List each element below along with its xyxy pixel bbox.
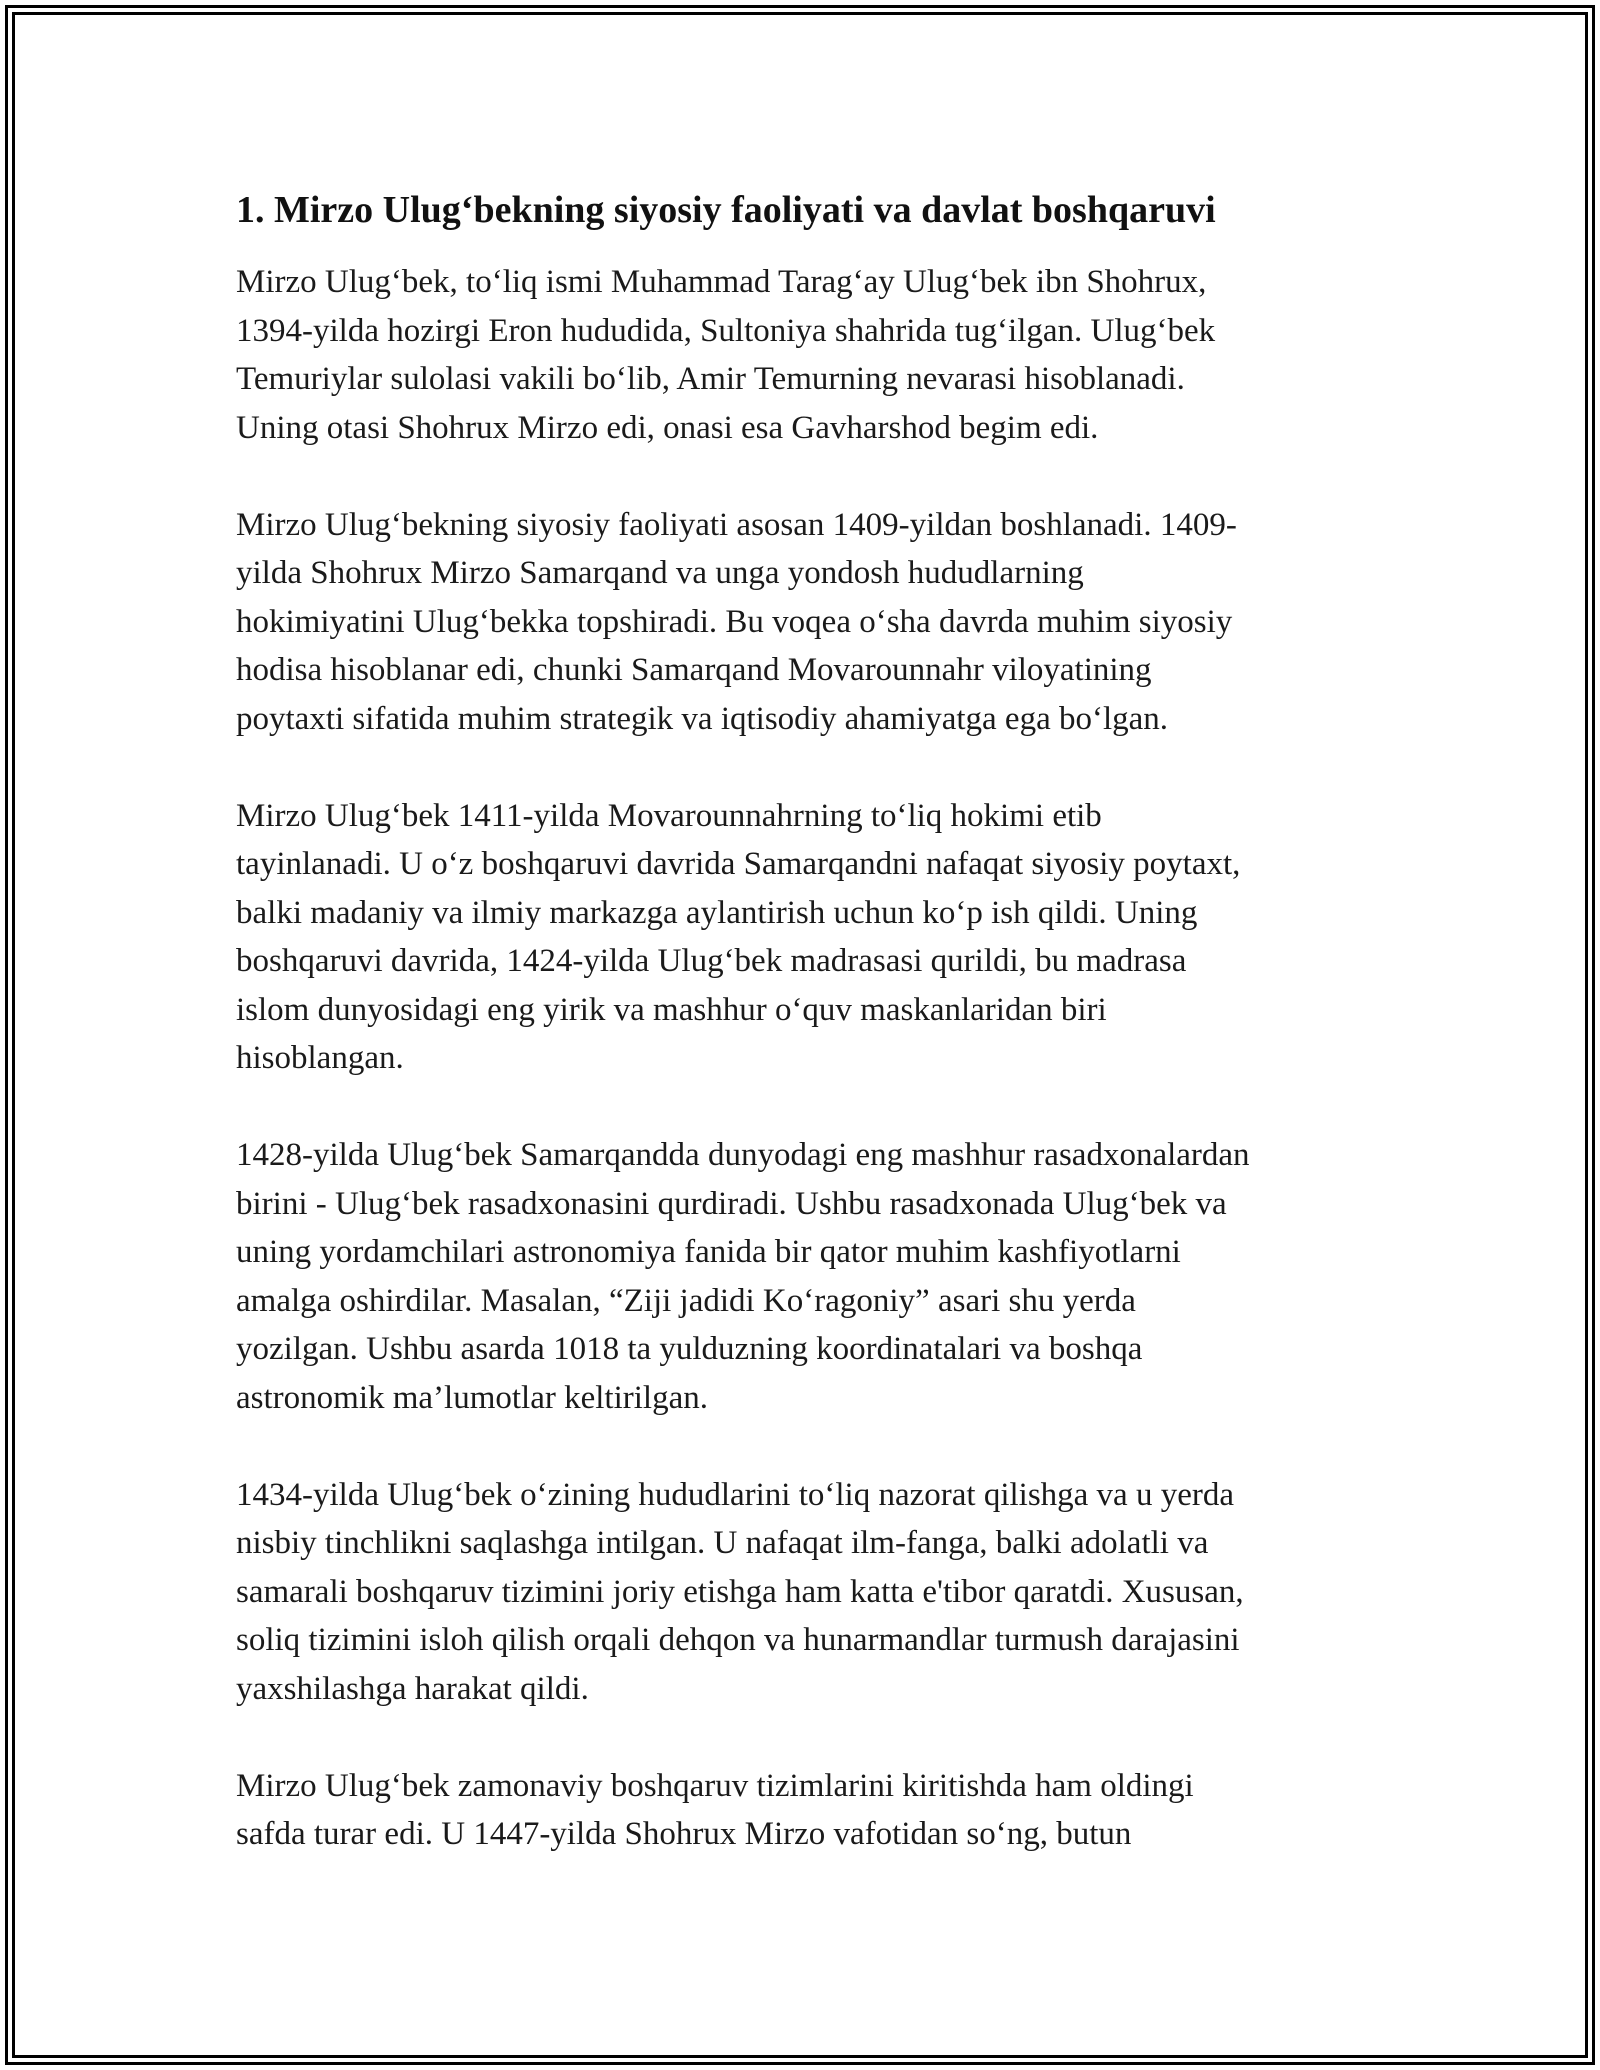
text-line: safda turar edi. U 1447-yilda Shohrux Mirzo vafotidan so‘ng, butun: [236, 1816, 1132, 1852]
text-line: poytaxti sifatida muhim strategik va iqtisodiy ahamiyatga ega bo‘lgan.: [236, 700, 1169, 737]
text-line: birini - Ulug‘bek rasadxonasini qurdiradi. Ushbu rasadxonada Ulug‘bek va: [236, 1185, 1227, 1222]
text-line: yaxshilashga harakat qildi.: [236, 1670, 589, 1707]
text-line: Mirzo Ulug‘bek zamonaviy boshqaruv tizimlarini kiritishda ham oldingi: [236, 1767, 1194, 1804]
text-line: hisoblangan.: [236, 1040, 404, 1076]
text-line: soliq tizimini isloh qilish orqali dehqon va hunarmandlar turmush darajasini: [236, 1622, 1240, 1658]
text-line: Mirzo Ulug‘bek 1411-yilda Movarounnahrning to‘liq hokimi etib: [236, 797, 1102, 834]
text-line: 1428-yilda Ulug‘bek Samarqandda dunyodagi eng mashhur rasadxonalardan: [236, 1137, 1250, 1173]
text-line: Temuriylar sulolasi vakili bo‘lib, Amir Temurning nevarasi hisoblanadi.: [236, 361, 1185, 397]
paragraph: [236, 792, 1376, 1083]
text-line: hodisa hisoblanar edi, chunki Samarqand Movarounnahr viloyatining: [236, 652, 1152, 688]
paragraph: [236, 258, 1376, 452]
text-line: samarali boshqaruv tizimini joriy etishga ham katta e'tibor qaratdi. Xususan,: [236, 1573, 1244, 1610]
text-line: 1394-yilda hozirgi Eron hududida, Sultoniya shahrida tug‘ilgan. Ulug‘bek: [236, 312, 1216, 349]
section-heading: 1. Mirzo Ulug‘bekning siyosiy faoliyati va davlat boshqaruvi: [236, 189, 1216, 231]
text-line: hokimiyatini Ulug‘bekka topshiradi. Bu voqea o‘sha davrda muhim siyosiy: [236, 603, 1233, 640]
document-body: [236, 186, 1376, 1907]
text-line: islom dunyosidagi eng yirik va mashhur o‘quv maskanlaridan biri: [236, 991, 1107, 1028]
text-line: boshqaruvi davrida, 1424-yilda Ulug‘bek madrasasi qurildi, bu madrasa: [236, 943, 1187, 979]
text-line: Mirzo Ulug‘bekning siyosiy faoliyati asosan 1409-yildan boshlanadi. 1409-: [236, 506, 1237, 543]
text-line: astronomik ma’lumotlar keltirilgan.: [236, 1379, 708, 1416]
text-line: uning yordamchilari astronomiya fanida bir qator muhim kashfiyotlarni: [236, 1234, 1181, 1270]
text-line: amalga oshirdilar. Masalan, “Ziji jadidi Ko‘ragoniy” asari shu yerda: [236, 1282, 1136, 1319]
text-line: yozilgan. Ushbu asarda 1018 ta yulduzning koordinatalari va boshqa: [236, 1331, 1143, 1367]
paragraph-list: [236, 258, 1376, 1859]
text-line: Mirzo Ulug‘bek, to‘liq ismi Muhammad Tarag‘ay Ulug‘bek ibn Shohrux,: [236, 264, 1207, 300]
text-line: balki madaniy va ilmiy markazga aylantirish uchun ko‘p ish qildi. Uning: [236, 894, 1198, 931]
paragraph: [236, 1762, 1376, 1859]
paragraph: [236, 1471, 1376, 1714]
text-line: tayinlanadi. U o‘z boshqaruvi davrida Samarqandni nafaqat siyosiy poytaxt,: [236, 846, 1241, 882]
paragraph: [236, 1131, 1376, 1422]
text-line: 1434-yilda Ulug‘bek o‘zining hududlarini to‘liq nazorat qilishga va u yerda: [236, 1476, 1234, 1513]
text-line: yilda Shohrux Mirzo Samarqand va unga yondosh hududlarning: [236, 555, 1084, 591]
paragraph: [236, 501, 1376, 744]
text-line: Uning otasi Shohrux Mirzo edi, onasi esa Gavharshod begim edi.: [236, 409, 1099, 446]
text-line: nisbiy tinchlikni saqlashga intilgan. U nafaqat ilm-fanga, balki adolatli va: [236, 1525, 1209, 1561]
